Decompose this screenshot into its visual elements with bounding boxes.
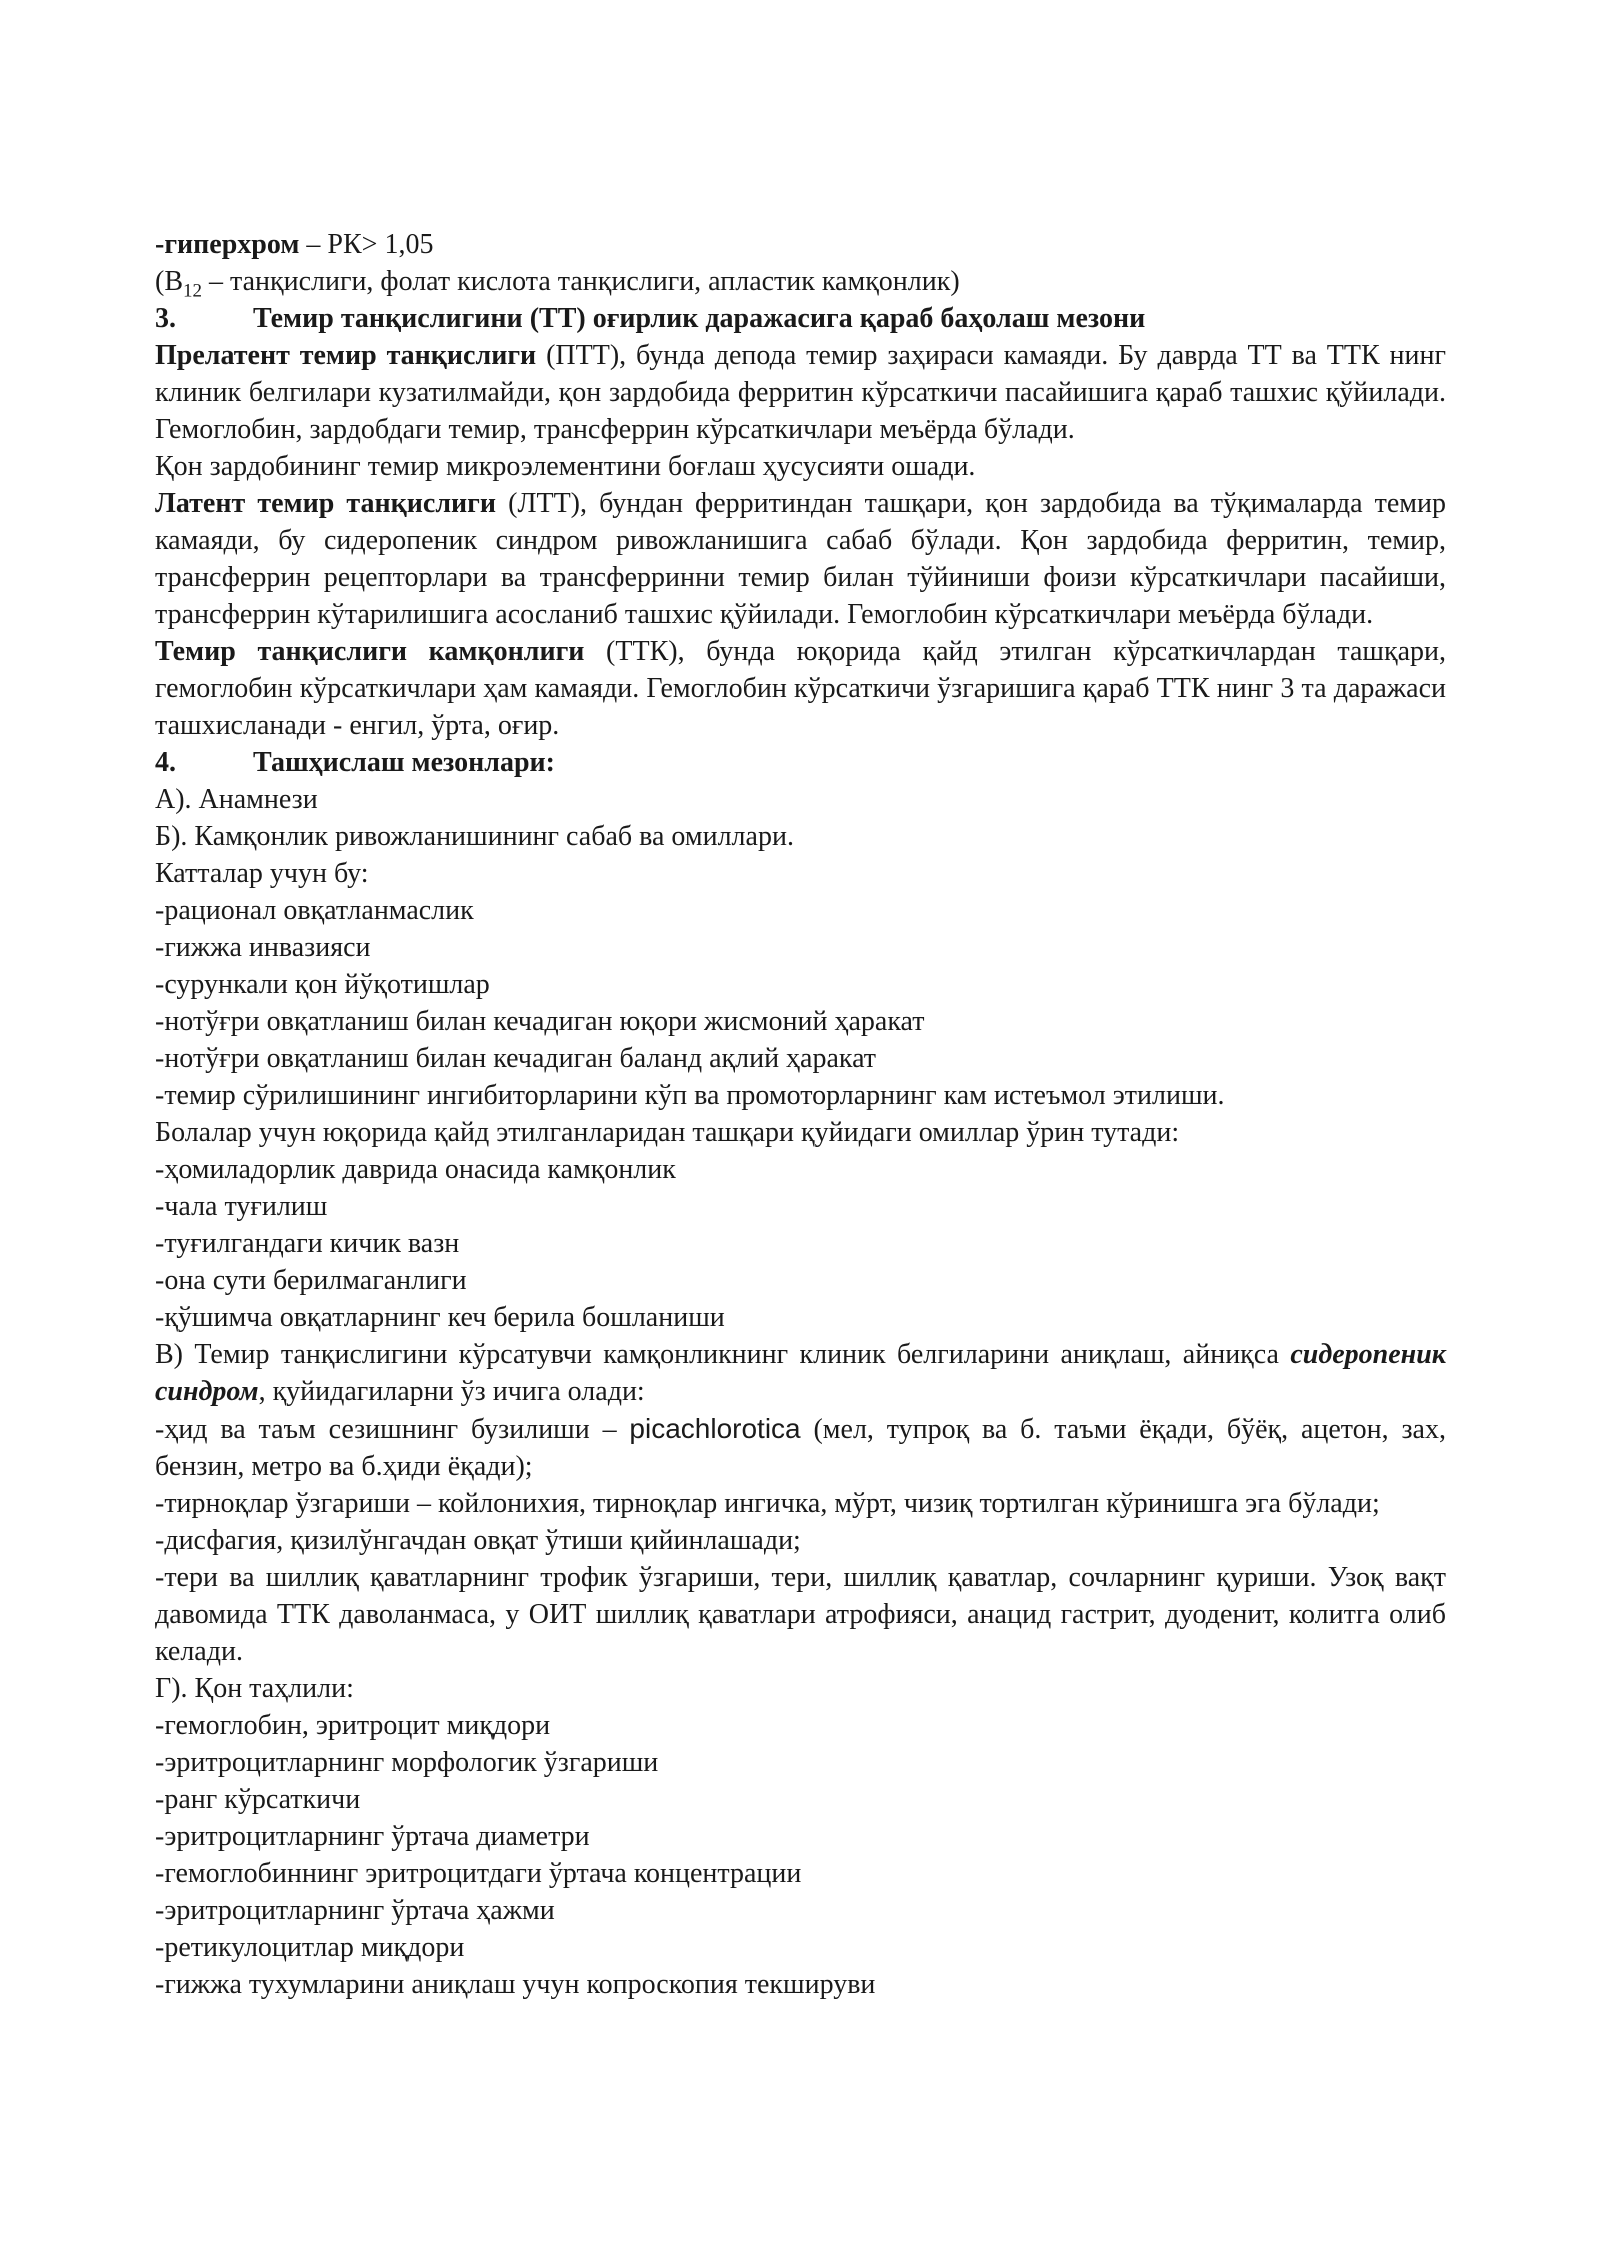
smell-taste-paragraph xyxy=(155,1410,1446,1485)
clinical-signs-paragraph xyxy=(155,1336,1446,1410)
hyperchrom-line xyxy=(155,226,1446,263)
list-item: -нотўғри овқатланиш билан кечадиган юқори жисмоний ҳаракат xyxy=(155,1006,925,1037)
prelatent-text: (ПТТ), бунда депода темир заҳираси камаяди. Бу даврда ТТ ва ТТК нинг клиник белгилари кузатилмайди, қон зардобида ферритин кўрсаткичи пасайишига қараб ташхис қўйилади. Гемоглобин, зардобдаги темир, трансферрин кўрсаткичлари меъёрда бўлади. xyxy=(155,340,1446,445)
b12-rest: – танқислиги, фолат кислота танқислиги, апластик камқонлик) xyxy=(202,266,960,297)
document-page xyxy=(155,226,1446,2003)
dysphagia-line: -дисфагия, қизилўнгачдан овқат ўтиши қийинлашади; xyxy=(155,1525,801,1556)
section-4-number: 4. xyxy=(155,747,176,778)
children-line: Болалар учун юқорида қайд этилганларидан ташқари қуйидаги омиллар ўрин тутади: xyxy=(155,1117,1180,1148)
causes-line: Б). Камқонлик ривожланишининг сабаб ва омиллари. xyxy=(155,821,794,852)
skin-paragraph: -тери ва шиллиқ қаватларнинг трофик ўзгариши, тери, шиллиқ қаватлар, сочларнинг қуриши. Узоқ вақт давомида ТТК даволанмаса, у ОИТ шиллиқ қаватлари атрофияси, анацид гастрит, дуоденит, колитга олиб келади. xyxy=(155,1562,1446,1667)
prelatent-paragraph xyxy=(155,337,1446,448)
section-4-title: Ташҳислаш мезонлари: xyxy=(253,747,555,778)
hyperchrom-value: – РК> 1,05 xyxy=(299,229,434,260)
serum-line: Қон зардобининг темир микроэлементини боғлаш ҳусусияти ошади. xyxy=(155,451,976,482)
list-item: -эритроцитларнинг морфологик ўзгариши xyxy=(155,1747,659,1778)
list-item: -эритроцитларнинг ўртача диаметри xyxy=(155,1821,590,1852)
blood-analysis-line: Г). Қон таҳлили: xyxy=(155,1673,354,1704)
b12-open: (В xyxy=(155,266,183,297)
section-3-number: 3. xyxy=(155,303,176,334)
list-item: -гемоглобин, эритроцит миқдори xyxy=(155,1710,551,1741)
ttk-term: Темир танқислиги камқонлиги xyxy=(155,636,585,667)
list-item: -эритроцитларнинг ўртача ҳажми xyxy=(155,1895,555,1926)
list-item: -гижжа тухумларини аниқлаш учун копроскопия текшируви xyxy=(155,1969,876,2000)
nails-paragraph: -тирноқлар ўзгариши – койлонихия, тирноқлар ингичка, мўрт, чизиқ тортилган кўринишга эга бўлади; xyxy=(155,1488,1380,1519)
picachlorotica-term: picachlorotica xyxy=(629,1413,801,1444)
hyperchrom-term: -гиперхром xyxy=(155,229,300,260)
list-item: -қўшимча овқатларнинг кеч берила бошланиши xyxy=(155,1302,725,1333)
smell-text-2: (мел, тупроқ ва б. таъми ёқади, бўёқ, ацетон, зах, бензин, метро ва б.ҳиди ёқади); xyxy=(155,1414,1446,1482)
ttk-paragraph xyxy=(155,633,1446,744)
smell-text-1: -ҳид ва таъм сезишнинг бузилиши – xyxy=(155,1414,630,1445)
latent-text: (ЛТТ), бундан ферритиндан ташқари, қон зардобида ва тўқималарда темир камаяди, бу сидеропеник синдром ривожланишига сабаб бўлади. Қон зардобида ферритин, темир, трансферрин рецепторлари ва трансферринни темир билан тўйиниши фоизи кўрсаткичлари пасайиши, трансферрин кўтарилишига асосланиб ташхис қўйилади. Гемоглобин кўрсаткичлари меъёрда бўлади. xyxy=(155,488,1447,630)
list-item: -ҳомиладорлик даврида онасида камқонлик xyxy=(155,1154,676,1185)
section-3-heading xyxy=(155,300,1446,337)
clinical-signs-text-2: , қуйидагиларни ўз ичига олади: xyxy=(258,1376,645,1407)
b12-line xyxy=(155,263,1446,300)
adults-line: Катталар учун бу: xyxy=(155,858,369,889)
anamnesis-line: А). Анамнези xyxy=(155,784,318,815)
child-factors-list xyxy=(155,1151,1446,1336)
b12-subscript: 12 xyxy=(183,280,202,302)
list-item: -туғилгандаги кичик вазн xyxy=(155,1228,460,1259)
adult-factors-list xyxy=(155,892,1446,1114)
clinical-signs-text-1: В) Темир танқислигини кўрсатувчи камқонликнинг клиник белгиларини аниқлаш, айниқса xyxy=(155,1339,1291,1370)
prelatent-term: Прелатент темир танқислиги xyxy=(155,340,537,371)
list-item: -она сути берилмаганлиги xyxy=(155,1265,467,1296)
ttk-text: (ТТК), бунда юқорида қайд этилган кўрсаткичлардан ташқари, гемоглобин кўрсаткичлари ҳам камаяди. Гемоглобин кўрсаткичи ўзгаришига қараб ТТК нинг 3 та даражаси ташхисланади - енгил, ўрта, оғир. xyxy=(155,636,1446,741)
sideropenic-term: сидеропеник синдром xyxy=(155,1339,1446,1407)
latent-paragraph xyxy=(155,485,1446,633)
list-item: -рационал овқатланмаслик xyxy=(155,895,474,926)
list-item: -темир сўрилишининг ингибиторларини кўп ва промоторларнинг кам истеъмол этилиши. xyxy=(155,1080,1225,1111)
list-item: -гижжа инвазияси xyxy=(155,932,371,963)
list-item: -гемоглобиннинг эритроцитдаги ўртача концентрации xyxy=(155,1858,802,1889)
list-item: -ранг кўрсаткичи xyxy=(155,1784,361,1815)
section-3-title: Темир танқислигини (ТТ) оғирлик даражасига қараб баҳолаш мезони xyxy=(253,303,1146,334)
section-4-heading xyxy=(155,744,1446,781)
blood-analysis-list xyxy=(155,1707,1446,2003)
latent-term: Латент темир танқислиги xyxy=(155,488,497,519)
list-item: -нотўғри овқатланиш билан кечадиган баланд ақлий ҳаракат xyxy=(155,1043,877,1074)
list-item: -сурункали қон йўқотишлар xyxy=(155,969,490,1000)
list-item: -ретикулоцитлар миқдори xyxy=(155,1932,465,1963)
list-item: -чала туғилиш xyxy=(155,1191,328,1222)
